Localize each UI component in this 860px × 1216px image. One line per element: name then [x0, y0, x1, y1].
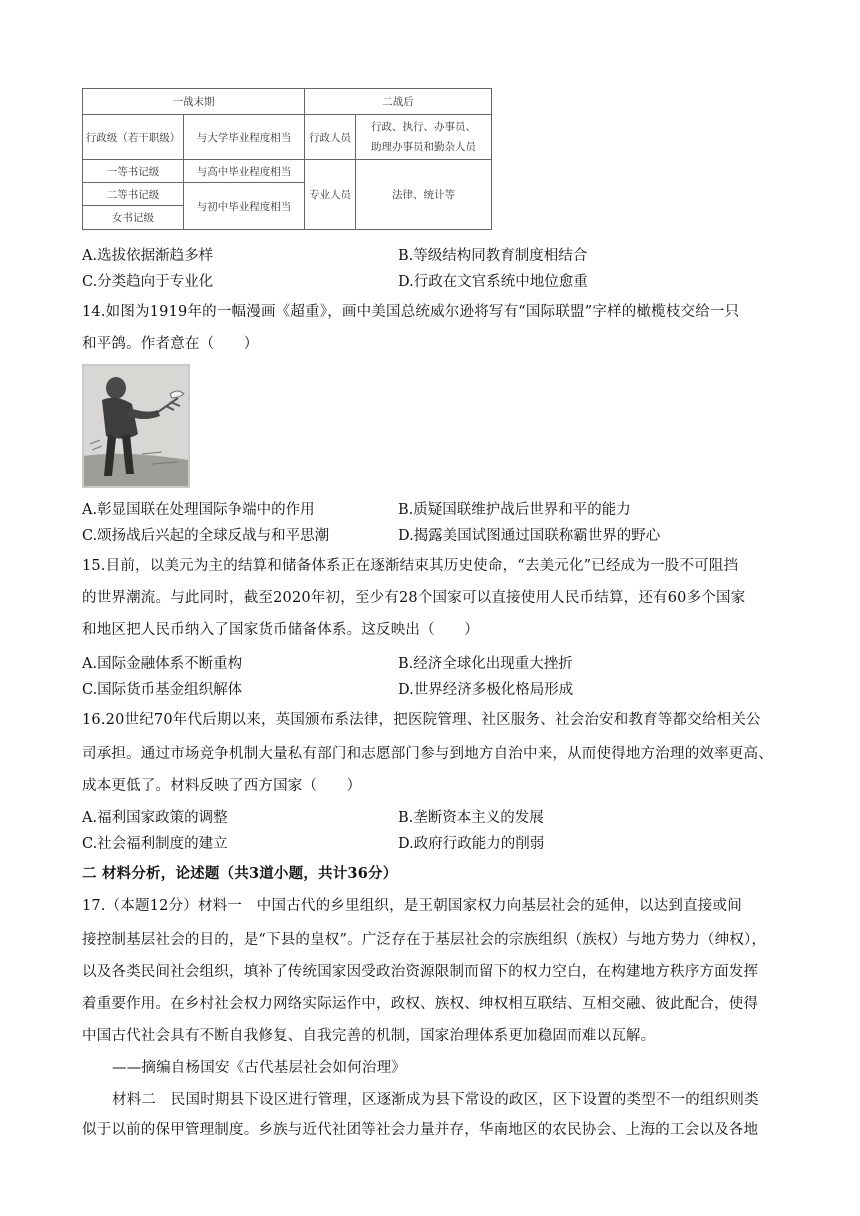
- table-cell: 法律、统计等: [356, 160, 492, 230]
- table-header-right: 二战后: [305, 89, 492, 115]
- q14-option-d: D.揭露美国试图通过国联称霸世界的野心: [398, 528, 661, 544]
- q17-material2-line2: 似于以前的保甲管理制度。乡族与近代社团等社会力量并存，华南地区的农民协会、上海的工会以及各地: [82, 1122, 759, 1138]
- q16-option-c: C.社会福利制度的建立: [82, 836, 228, 852]
- q17-line3: 以及各类民间社会组织，填补了传统国家因受政治资源限制而留下的权力空白，在构建地方秩序方面发挥: [82, 964, 759, 980]
- q15-stem-line1: 15.目前，以美元为主的结算和储备体系正在逐渐结束其历史使命，“去美元化”已经成为一股不可阻挡: [82, 558, 739, 574]
- q16-option-b: B.垄断资本主义的发展: [398, 810, 544, 826]
- q15-option-c: C.国际货币基金组织解体: [82, 682, 243, 698]
- q17-line1: 17.（本题12分）材料一 中国古代的乡里组织，是王朝国家权力向基层社会的延伸，以达到直接或间: [82, 898, 742, 914]
- q13-option-c: C.分类趋向于专业化: [82, 274, 214, 290]
- table-cell-line: 行政、执行、办事员、: [371, 121, 476, 133]
- q16-stem-line3: 成本更低了。材料反映了西方国家（ ）: [82, 778, 362, 794]
- table-cell: 行政人员: [305, 115, 356, 160]
- q17-source: ——摘编自杨国安《古代基层社会如何治理》: [112, 1060, 406, 1076]
- section-heading: 二 材料分析，论述题（共3道小题，共计36分）: [82, 865, 398, 882]
- table-cell: 与初中毕业程度相当: [184, 183, 305, 230]
- q16-stem-line2: 司承担。通过市场竞争机制大量私有部门和志愿部门参与到地方自治中来，从而使得地方治理的效率更高、: [82, 746, 773, 762]
- q14-option-a: A.彰显国联在处理国际争端中的作用: [82, 502, 315, 518]
- table-cell: [356, 115, 492, 160]
- table-cell: 与大学毕业程度相当: [184, 115, 305, 160]
- q17-line2: 接控制基层社会的目的，是“下县的皇权”。广泛存在于基层社会的宗族组织（族权）与地方势力（绅权），: [82, 932, 767, 948]
- table-cell: 专业人员: [305, 160, 356, 230]
- table-cell: 一等书记级: [83, 160, 184, 183]
- table-cell: 二等书记级: [83, 183, 184, 206]
- q14-option-b: B.质疑国联维护战后世界和平的能力: [398, 502, 631, 518]
- q15-stem-line3: 和地区把人民币纳入了国家货币储备体系。这反映出（ ）: [82, 622, 479, 638]
- q16-option-d: D.政府行政能力的削弱: [398, 836, 545, 852]
- q14-stem-line1: 14.如图为1919年的一幅漫画《超重》，画中美国总统威尔逊将写有“国际联盟”字样的橄榄枝交给一只: [82, 304, 740, 320]
- table-cell: 行政级（若干职级）: [83, 115, 184, 160]
- table-header-left: 一战末期: [83, 89, 305, 115]
- civil-service-table: [82, 88, 492, 230]
- q17-line4: 着重要作用。在乡村社会权力网络实际运作中，政权、族权、绅权相互联结、互相交融、彼此配合，使得: [82, 996, 759, 1012]
- table-cell-line: 助理办事员和勤杂人员: [371, 141, 476, 153]
- q15-option-b: B.经济全球化出现重大挫折: [398, 656, 573, 672]
- table-cell: 女书记级: [83, 206, 184, 230]
- q13-option-a: A.选拔依据渐趋多样: [82, 248, 214, 264]
- q16-option-a: A.福利国家政策的调整: [82, 810, 228, 826]
- q15-option-a: A.国际金融体系不断重构: [82, 656, 243, 672]
- q13-option-b: B.等级结构同教育制度相结合: [398, 248, 588, 264]
- q15-option-d: D.世界经济多极化格局形成: [398, 682, 574, 698]
- cartoon-image: [82, 364, 190, 488]
- q13-option-d: D.行政在文官系统中地位愈重: [398, 274, 588, 290]
- q14-option-c: C.颂扬战后兴起的全球反战与和平思潮: [82, 528, 330, 544]
- q16-stem-line1: 16.20世纪70年代后期以来，英国颁布系法律，把医院管理、社区服务、社会治安和教育等都交给相关公: [82, 712, 761, 728]
- q17-line5: 中国古代社会具有不断自我修复、自我完善的机制，国家治理体系更加稳固而难以瓦解。: [82, 1028, 656, 1044]
- q15-stem-line2: 的世界潮流。与此同时，截至2020年初，至少有28个国家可以直接使用人民币结算，还有60多个国家: [82, 590, 746, 606]
- q17-material2-line1: 材料二 民国时期县下设区进行管理，区逐渐成为县下常设的政区，区下设置的类型不一的组织则类: [112, 1092, 759, 1108]
- q14-stem-line2: 和平鸽。作者意在（ ）: [82, 336, 259, 352]
- table-cell: 与高中毕业程度相当: [184, 160, 305, 183]
